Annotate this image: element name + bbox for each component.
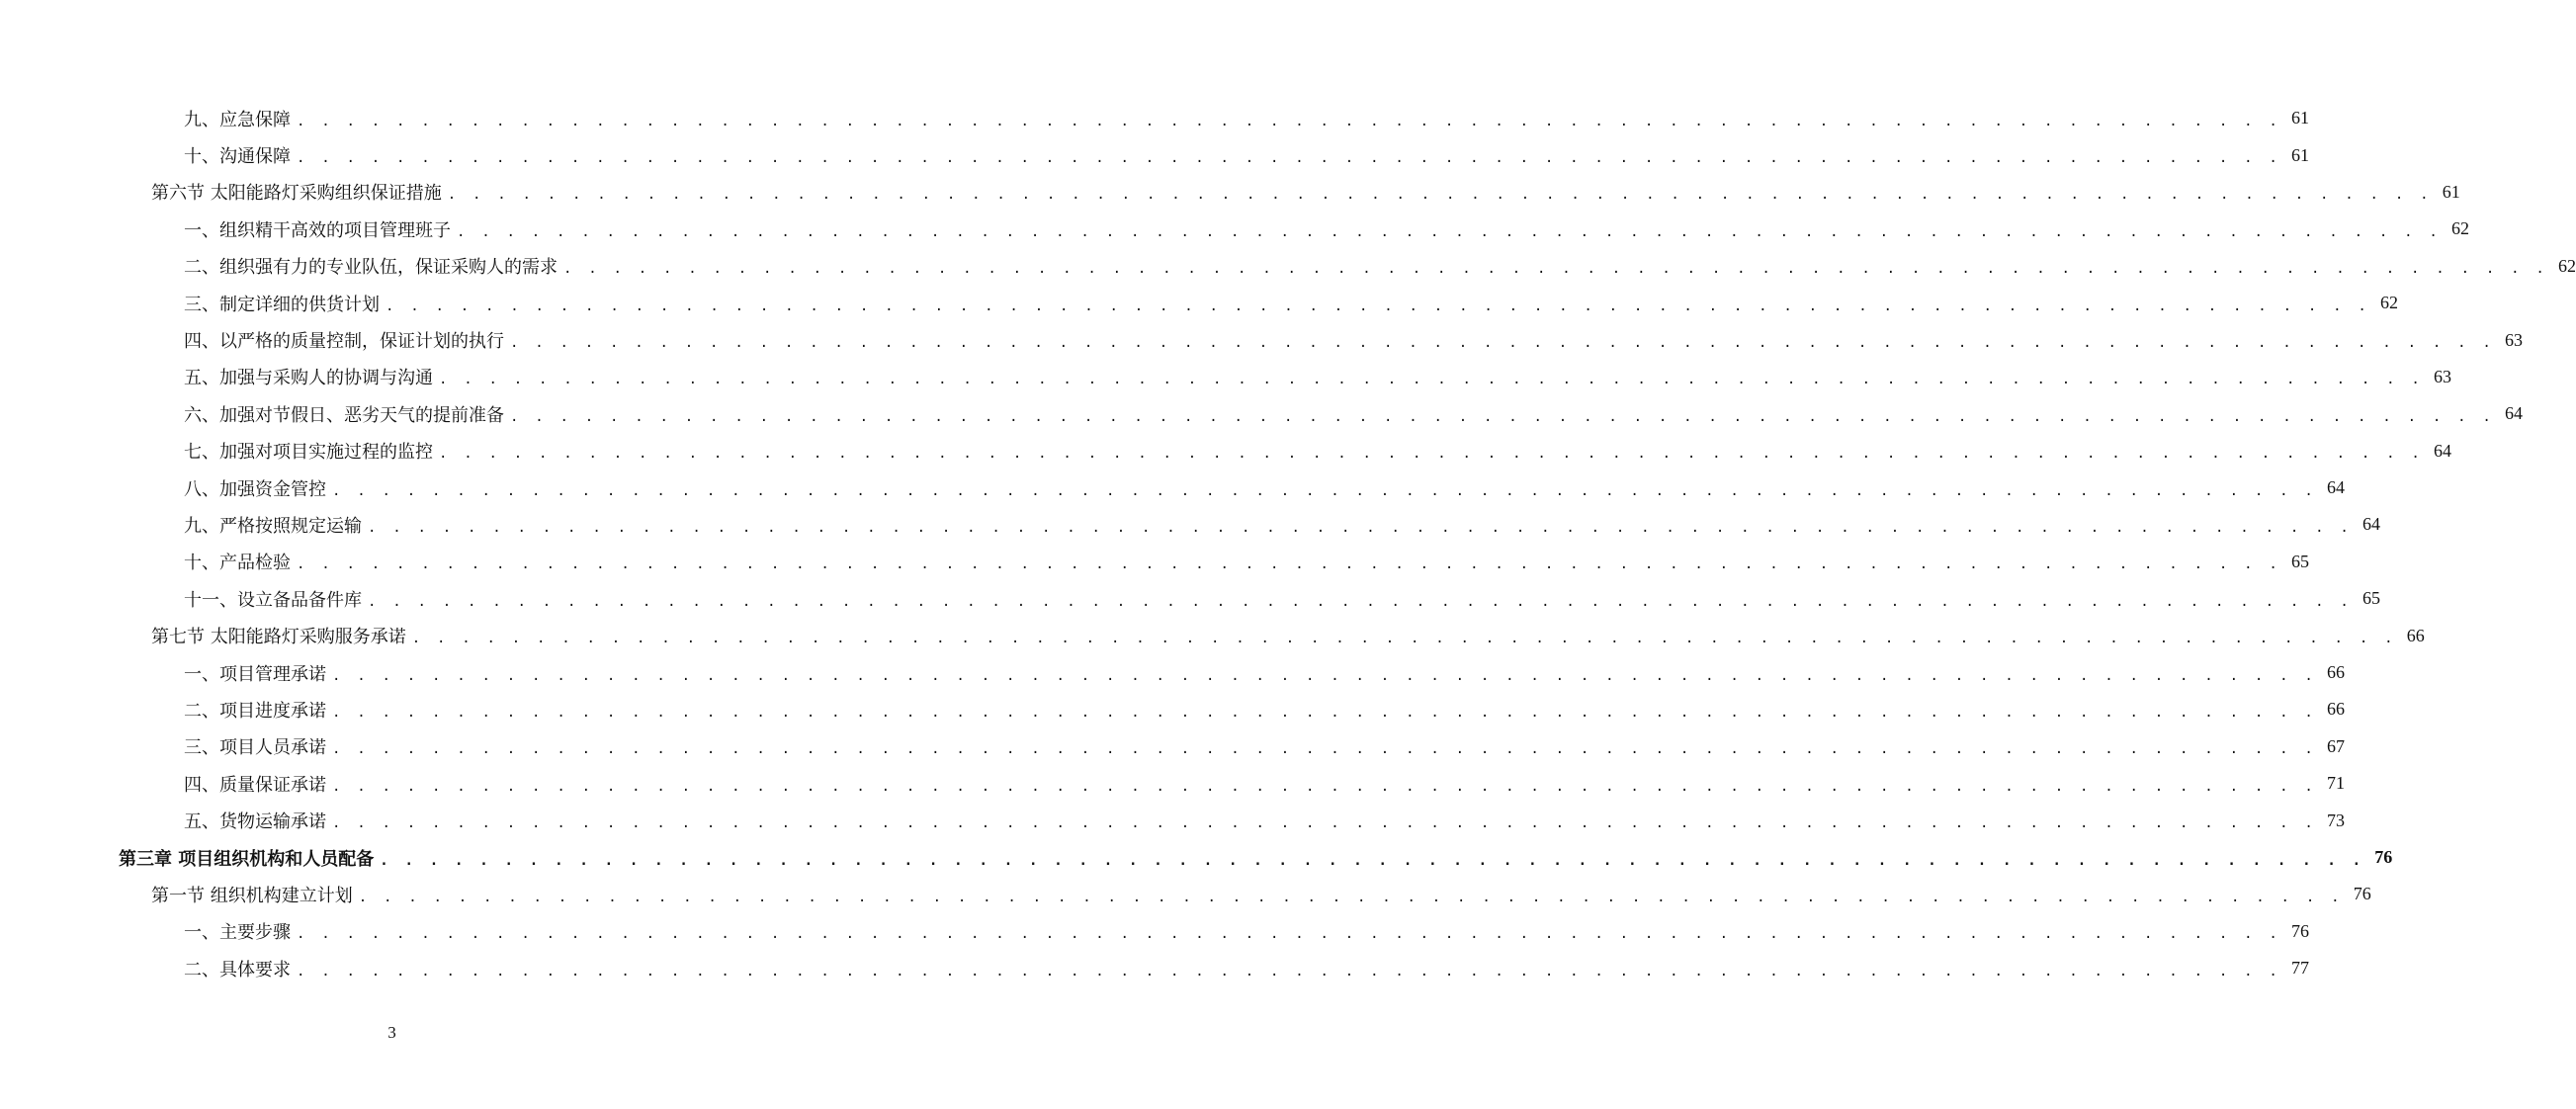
toc-entry[interactable] [0,321,2523,358]
toc-entry-title: 一、组织精干高效的项目管理班子 [184,219,451,241]
toc-entry[interactable] [0,248,2576,285]
toc-entry-title: 九、严格按照规定运输 [184,515,362,537]
toc-entry-page: 66 [2326,699,2345,720]
toc-entry-title: 第七节 太阳能路灯采购服务承诺 [151,627,406,648]
dot-leader: . . . . . . . . . . . . . . . . . . . . . . . . . . . . . . . . . . . . . . . . . . . . . . . . . . . . . . . . . . . . . . . . . . . . . . . . . . . . . . . . [297,926,2281,943]
toc-entry-page: 65 [2361,588,2380,609]
toc-entry-title: 一、主要步骤 [184,922,291,944]
dot-leader: . . . . . . . . . . . . . . . . . . . . . . . . . . . . . . . . . . . . . . . . . . . . . . . . . . . . . . . . . . . . . . . . . . . . . . . . . . . . . . . . [332,815,2317,832]
toc-entry-title: 十、沟通保障 [184,146,291,168]
toc-entry-title: 第一节 组织机构建立计划 [151,885,353,906]
toc-entry-title: 四、质量保证承诺 [184,774,326,796]
toc-entry-title: 十一、设立备品备件库 [184,589,362,611]
toc-entry-page: 71 [2326,773,2345,794]
dot-leader: . . . . . . . . . . . . . . . . . . . . . . . . . . . . . . . . . . . . . . . . . . . . . . . . . . . . . . . . . . . . . . . . . . . . . . . . . . . . . . . . [332,741,2317,758]
toc-entry[interactable] [0,802,2345,838]
page-number: 3 [387,1023,396,1042]
toc-entry[interactable] [0,913,2309,950]
dot-leader: . . . . . . . . . . . . . . . . . . . . . . . . . . . . . . . . . . . . . . . . . . . . . . . . . . . . . . . . . . . . . . . . . . . . . . . . . . . . . . . . [386,298,2370,314]
toc-entry-title: 八、加强资金管控 [184,478,326,500]
toc-entry[interactable] [0,100,2309,136]
dot-leader: . . . . . . . . . . . . . . . . . . . . . . . . . . . . . . . . . . . . . . . . . . . . . . . . . . . . . . . . . . . . . . . . . . . . . . . . . . . . . . . . [563,261,2548,278]
dot-leader: . . . . . . . . . . . . . . . . . . . . . . . . . . . . . . . . . . . . . . . . . . . . . . . . . . . . . . . . . . . . . . . . . . . . . . . . . . . . . . . . [439,446,2424,463]
toc-entry-page: 76 [2290,920,2309,941]
dot-leader: . . . . . . . . . . . . . . . . . . . . . . . . . . . . . . . . . . . . . . . . . . . . . . . . . . . . . . . . . . . . . . . . . . . . . . . . . . . . . . . . [447,187,2433,204]
toc-entry[interactable] [0,580,2380,617]
toc-entry-title: 九、应急保障 [184,109,291,130]
toc-entry[interactable] [0,136,2309,173]
toc-entry[interactable] [0,506,2380,543]
toc-entry-page: 62 [2450,218,2469,239]
toc-entry[interactable] [0,950,2309,986]
toc-entry-page: 76 [2353,884,2371,904]
toc-entry-title: 二、项目进度承诺 [184,700,326,722]
toc-entry[interactable] [0,174,2460,211]
dot-leader: . . . . . . . . . . . . . . . . . . . . . . . . . . . . . . . . . . . . . . . . . . . . . . . . . . . . . . . . . . . . . . . . . . . . . . . . . . . . . . . . [297,150,2281,167]
toc-entry-title: 五、加强与采购人的协调与沟通 [184,368,433,389]
dot-leader: . . . . . . . . . . . . . . . . . . . . . . . . . . . . . . . . . . . . . . . . . . . . . . . . . . . . . . . . . . . . . . . . . . . . . . . . . . . . . . . . [368,519,2353,536]
toc-entry-title: 三、项目人员承诺 [184,737,326,759]
toc-entry-page: 63 [2433,366,2451,386]
toc-entry-page: 64 [2361,514,2380,535]
toc-entry-title: 第六节 太阳能路灯采购组织保证措施 [151,183,442,205]
toc-entry-page: 66 [2406,625,2425,645]
toc-entry-title: 二、具体要求 [184,959,291,981]
toc-entry-page: 61 [2442,181,2460,202]
toc-entry[interactable] [0,469,2345,506]
dot-leader: . . . . . . . . . . . . . . . . . . . . . . . . . . . . . . . . . . . . . . . . . . . . . . . . . . . . . . . . . . . . . . . . . . . . . . . . . . . . . . . . [297,556,2281,573]
toc-entry[interactable] [0,433,2451,469]
dot-leader: . . . . . . . . . . . . . . . . . . . . . . . . . . . . . . . . . . . . . . . . . . . . . . . . . . . . . . . . . . . . . . . . . . . . . . . . . . . . . . . . [297,113,2281,129]
toc-entry-page: 64 [2504,403,2523,424]
toc-entry[interactable] [0,728,2345,765]
dot-leader: . . . . . . . . . . . . . . . . . . . . . . . . . . . . . . . . . . . . . . . . . . . . . . . . . . . . . . . . . . . . . . . . . . . . . . . . . . . . . . . . [510,408,2495,425]
toc-entry-page: 62 [2379,293,2398,313]
dot-leader: . . . . . . . . . . . . . . . . . . . . . . . . . . . . . . . . . . . . . . . . . . . . . . . . . . . . . . . . . . . . . . . . . . . . . . . . . . . . . . . . [332,667,2317,684]
toc-entry-page: 61 [2290,108,2309,128]
toc-entry[interactable] [0,691,2345,727]
toc-entry-page: 73 [2326,810,2345,830]
toc-entry-page: 65 [2290,551,2309,571]
toc-entry-title: 第三章 项目组织机构和人员配备 [119,848,375,870]
toc-entry[interactable] [0,544,2309,580]
toc-entry[interactable] [0,285,2398,321]
toc-entry-title: 一、项目管理承诺 [184,663,326,685]
toc-entry-title: 二、组织强有力的专业队伍，保证采购人的需求 [184,257,558,279]
dot-leader: . . . . . . . . . . . . . . . . . . . . . . . . . . . . . . . . . . . . . . . . . . . . . . . . . . . . . . . . . . . . . . . . . . . . . . . . . . . . . . . . [510,335,2495,352]
toc-entry[interactable] [0,211,2469,247]
toc-entry-page: 76 [2374,847,2393,867]
toc-entry-page: 61 [2290,144,2309,165]
toc-entry-title: 四、以严格的质量控制，保证计划的执行 [184,331,504,353]
toc-entry[interactable] [0,839,2393,876]
toc-entry[interactable] [0,395,2523,432]
toc-entry[interactable] [0,654,2345,691]
dot-leader: . . . . . . . . . . . . . . . . . . . . . . . . . . . . . . . . . . . . . . . . . . . . . . . . . . . . . . . . . . . . . . . . . . . . . . . . . . . . . . . . [380,852,2365,869]
dot-leader: . . . . . . . . . . . . . . . . . . . . . . . . . . . . . . . . . . . . . . . . . . . . . . . . . . . . . . . . . . . . . . . . . . . . . . . . . . . . . . . . [439,372,2424,388]
toc-entry[interactable] [0,765,2345,802]
toc-entry-page: 77 [2290,958,2309,979]
toc-entry-title: 六、加强对节假日、恶劣天气的提前准备 [184,404,504,426]
toc-entry[interactable] [0,359,2451,395]
toc-entry-page: 64 [2326,477,2345,498]
toc-entry-page: 63 [2504,329,2523,350]
toc-entry-title: 七、加强对项目实施过程的监控 [184,442,433,464]
toc-entry[interactable] [0,876,2371,912]
dot-leader: . . . . . . . . . . . . . . . . . . . . . . . . . . . . . . . . . . . . . . . . . . . . . . . . . . . . . . . . . . . . . . . . . . . . . . . . . . . . . . . . [332,482,2317,499]
toc-entry-page: 67 [2326,735,2345,756]
dot-leader: . . . . . . . . . . . . . . . . . . . . . . . . . . . . . . . . . . . . . . . . . . . . . . . . . . . . . . . . . . . . . . . . . . . . . . . . . . . . . . . . [411,631,2397,647]
toc-entry-title: 五、货物运输承诺 [184,811,326,833]
dot-leader: . . . . . . . . . . . . . . . . . . . . . . . . . . . . . . . . . . . . . . . . . . . . . . . . . . . . . . . . . . . . . . . . . . . . . . . . . . . . . . . . [332,704,2317,721]
dot-leader: . . . . . . . . . . . . . . . . . . . . . . . . . . . . . . . . . . . . . . . . . . . . . . . . . . . . . . . . . . . . . . . . . . . . . . . . . . . . . . . . [368,593,2353,610]
toc-entry-title: 三、制定详细的供货计划 [184,294,380,315]
table-of-contents [0,100,2576,986]
dot-leader: . . . . . . . . . . . . . . . . . . . . . . . . . . . . . . . . . . . . . . . . . . . . . . . . . . . . . . . . . . . . . . . . . . . . . . . . . . . . . . . . [457,223,2442,240]
toc-entry-title: 十、产品检验 [184,553,291,574]
dot-leader: . . . . . . . . . . . . . . . . . . . . . . . . . . . . . . . . . . . . . . . . . . . . . . . . . . . . . . . . . . . . . . . . . . . . . . . . . . . . . . . . [358,889,2344,905]
toc-entry[interactable] [0,617,2425,653]
dot-leader: . . . . . . . . . . . . . . . . . . . . . . . . . . . . . . . . . . . . . . . . . . . . . . . . . . . . . . . . . . . . . . . . . . . . . . . . . . . . . . . . [297,963,2281,980]
dot-leader: . . . . . . . . . . . . . . . . . . . . . . . . . . . . . . . . . . . . . . . . . . . . . . . . . . . . . . . . . . . . . . . . . . . . . . . . . . . . . . . . [332,778,2317,795]
toc-entry-page: 66 [2326,662,2345,683]
toc-entry-page: 62 [2557,255,2576,276]
toc-entry-page: 64 [2433,440,2451,461]
